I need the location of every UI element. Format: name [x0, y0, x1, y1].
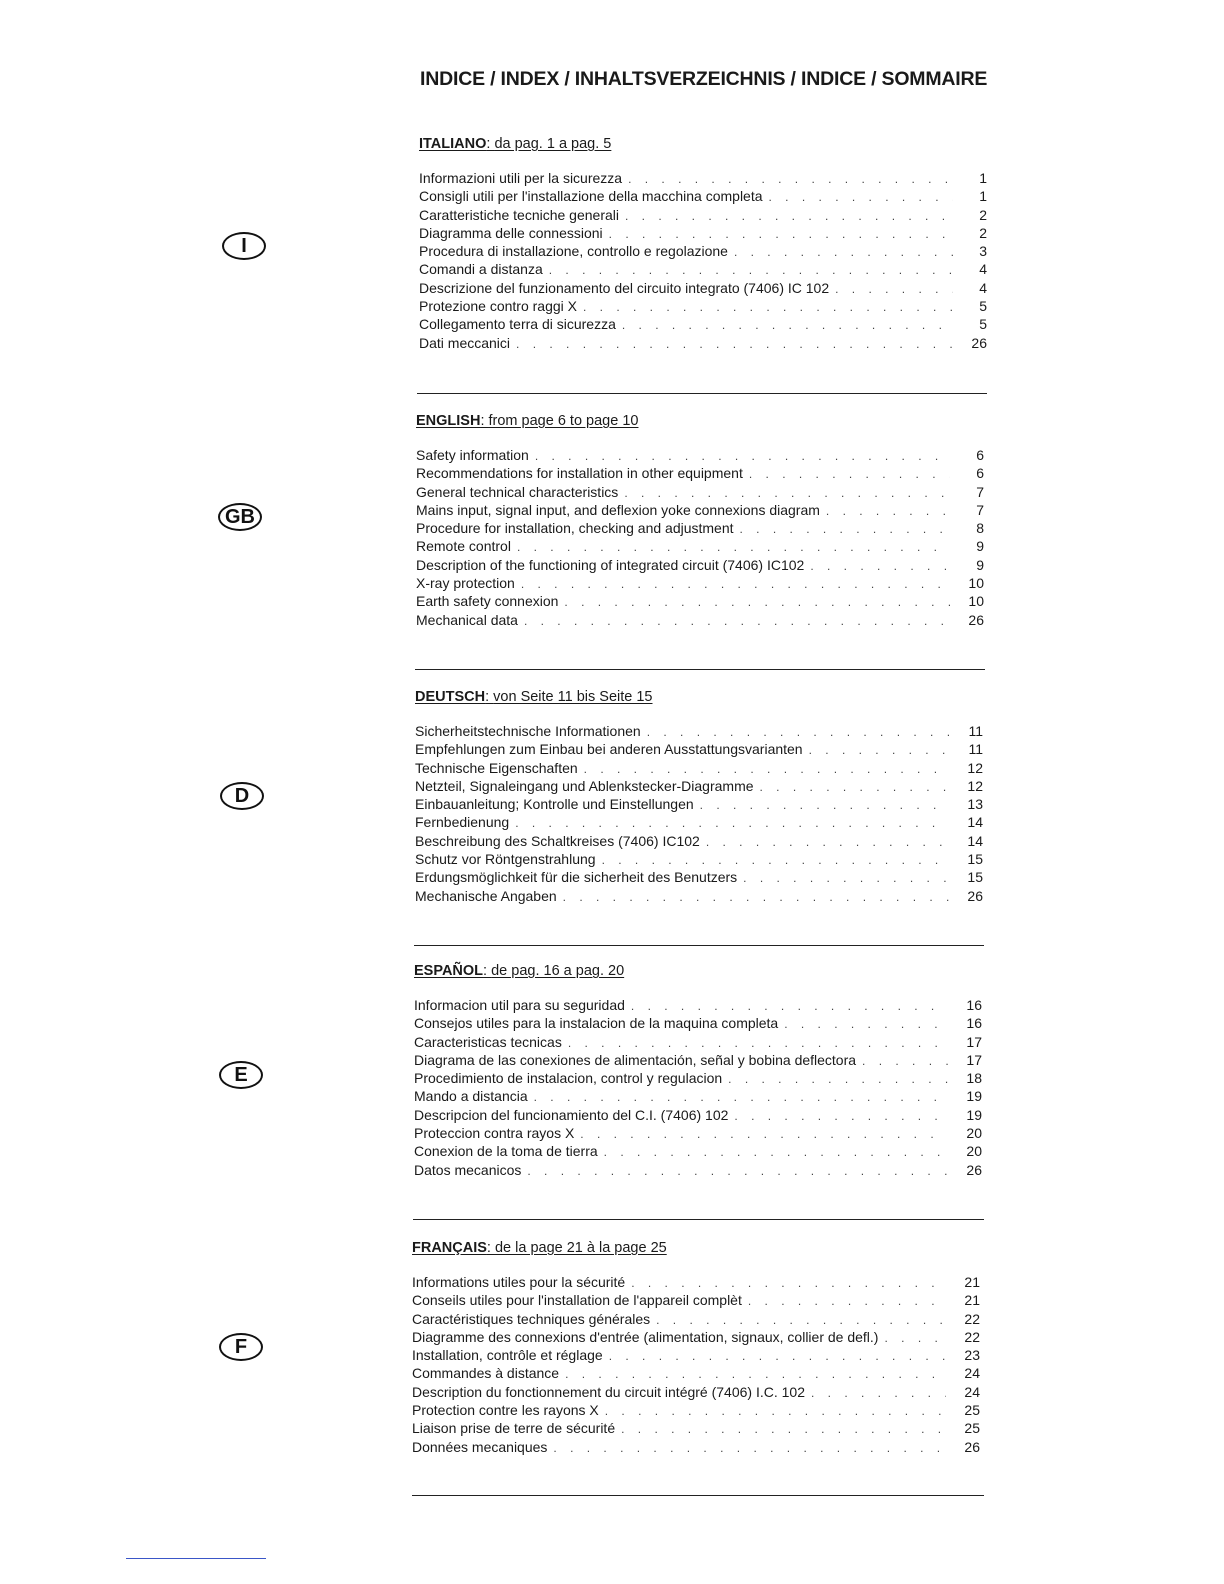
toc-entry-page: 18 [966, 1070, 982, 1087]
toc-entry[interactable] [419, 187, 987, 205]
toc-entry-page: 20 [966, 1143, 982, 1160]
toc-entry-page: 9 [976, 556, 984, 573]
toc-entry[interactable] [415, 813, 983, 831]
toc-entry-page: 20 [966, 1125, 982, 1142]
toc-entry[interactable] [419, 315, 987, 333]
toc-entry[interactable] [414, 1106, 982, 1124]
toc-entry-title: Datos mecanicos [414, 1161, 522, 1178]
toc-entry-page: 4 [979, 261, 987, 278]
toc-entry-page: 21 [964, 1274, 980, 1290]
toc-entry[interactable] [415, 740, 983, 758]
toc-entry-title: Earth safety connexion [416, 593, 559, 610]
toc-entry[interactable] [419, 334, 987, 352]
section-heading: ESPAÑOL: de pag. 16 a pag. 20 [414, 963, 625, 979]
toc-entry-page: 1 [979, 188, 987, 205]
toc-entry-page: 14 [967, 814, 983, 831]
toc-entry-page: 19 [966, 1106, 982, 1123]
toc-entry[interactable] [414, 1087, 982, 1105]
section-language: ESPAÑOL [414, 963, 484, 979]
toc-entry[interactable] [416, 592, 984, 610]
toc-entry-title: Safety information [416, 447, 529, 463]
toc-entry-title: Installation, contrôle et réglage [412, 1347, 603, 1364]
toc-entry-title: Procedure for installation, checking and adjustment [416, 520, 734, 537]
toc-entry[interactable] [415, 868, 983, 886]
section-heading: ITALIANO: da pag. 1 a pag. 5 [419, 136, 612, 152]
toc-entry-title: Caracteristicas tecnicas [414, 1033, 562, 1050]
toc-entry[interactable] [414, 1142, 982, 1160]
toc-entry[interactable] [419, 242, 987, 260]
toc-list [419, 169, 987, 352]
toc-entry-page: 5 [979, 316, 987, 333]
toc-entry[interactable] [412, 1328, 980, 1346]
toc-entry[interactable] [415, 887, 983, 905]
toc-entry-title: Mando a distancia [414, 1088, 528, 1105]
toc-entry[interactable] [412, 1346, 980, 1364]
toc-entry-page: 3 [979, 243, 987, 260]
toc-entry-title: Informazioni utili per la sicurezza [419, 170, 623, 186]
toc-entry-page: 4 [979, 279, 987, 296]
toc-entry[interactable] [412, 1401, 980, 1419]
page-title: INDICE / INDEX / INHALTSVERZEICHNIS / INDICE / SOMMAIRE [420, 68, 988, 90]
toc-entry-title: Einbauanleitung; Kontrolle und Einstellungen [415, 796, 694, 813]
toc-entry[interactable] [416, 574, 984, 592]
toc-entry-page: 16 [966, 1015, 982, 1032]
toc-entry-page: 6 [976, 465, 984, 482]
toc-entry-title: Procedimiento de instalacion, control y regulacion [414, 1070, 723, 1087]
toc-entry[interactable] [414, 1124, 982, 1142]
toc-entry-title: Informations utiles pour la sécurité [412, 1274, 626, 1290]
toc-entry[interactable] [415, 777, 983, 795]
toc-entry-title: Consigli utili per l'installazione della macchina completa [419, 188, 763, 205]
toc-entry-title: General technical characteristics [416, 483, 619, 500]
section-deutsch [415, 686, 983, 905]
toc-entry-title: Beschreibung des Schaltkreises (7406) IC102 [415, 832, 700, 849]
section-page-range: de pag. 16 a pag. 20 [491, 963, 625, 979]
section-divider [414, 945, 984, 946]
section-page-range: von Seite 11 bis Seite 15 [493, 689, 653, 705]
toc-entry-title: Schutz vor Röntgenstrahlung [415, 851, 596, 868]
toc-entry-page: 16 [966, 997, 982, 1013]
toc-entry-title: Données mecaniques [412, 1438, 548, 1455]
toc-entry-title: Descrizione del funzionamento del circuito integrato (7406) IC 102 [419, 279, 830, 296]
toc-entry-title: Diagrama de las conexiones de alimentación, señal y bobina deflectora [414, 1051, 857, 1068]
section-language: ENGLISH [416, 413, 481, 429]
section-divider [413, 1219, 984, 1220]
toc-entry-page: 8 [976, 520, 984, 537]
toc-entry-page: 15 [967, 851, 983, 868]
toc-entry-title: Liaison prise de terre de sécurité [412, 1420, 616, 1437]
toc-entry-page: 9 [976, 538, 984, 555]
toc-list [415, 722, 983, 905]
toc-entry-title: Description du fonctionnement du circuit intégré (7406) I.C. 102 [412, 1383, 805, 1400]
toc-entry-title: Collegamento terra di sicurezza [419, 316, 616, 333]
toc-entry[interactable] [414, 1033, 982, 1051]
toc-entry-page: 25 [964, 1402, 980, 1419]
toc-entry[interactable] [412, 1364, 980, 1382]
toc-entry-title: X-ray protection [416, 575, 515, 592]
toc-entry-title: Description of the functioning of integrated circuit (7406) IC102 [416, 556, 805, 573]
toc-list [412, 1273, 980, 1456]
toc-entry[interactable] [416, 537, 984, 555]
toc-entry-page: 14 [967, 832, 983, 849]
section-heading: DEUTSCH: von Seite 11 bis Seite 15 [415, 689, 653, 705]
language-badge-espanol: E [219, 1061, 263, 1089]
toc-entry[interactable] [419, 169, 987, 187]
toc-entry-page: 11 [968, 741, 983, 758]
toc-entry-page: 24 [964, 1383, 980, 1400]
toc-entry-page: 6 [976, 447, 984, 463]
toc-entry-page: 12 [967, 777, 983, 794]
toc-entry[interactable] [412, 1291, 980, 1309]
toc-entry-title: Technische Eigenschaften [415, 759, 578, 776]
toc-entry-title: Fernbedienung [415, 814, 510, 831]
language-badge-francais: F [219, 1333, 263, 1361]
toc-entry-title: Mechanical data [416, 611, 518, 628]
toc-entry-title: Sicherheitstechnische Informationen [415, 723, 641, 739]
toc-entry-title: Erdungsmöglichkeit für die sicherheit des Benutzers [415, 869, 738, 886]
toc-entry-page: 22 [964, 1310, 980, 1327]
toc-entry-title: Conexion de la toma de tierra [414, 1143, 598, 1160]
language-badge-english: GB [218, 503, 262, 531]
toc-entry-page: 26 [966, 1161, 982, 1178]
toc-entry[interactable] [415, 759, 983, 777]
toc-entry-page: 17 [966, 1033, 982, 1050]
section-divider [417, 393, 987, 394]
toc-entry[interactable] [416, 464, 984, 482]
section-espanol [414, 960, 982, 1179]
toc-entry[interactable] [419, 260, 987, 278]
toc-entry-page: 26 [967, 887, 983, 904]
toc-entry[interactable] [412, 1438, 980, 1456]
toc-entry[interactable] [415, 722, 983, 740]
toc-entry[interactable] [412, 1383, 980, 1401]
toc-entry-title: Diagramma delle connessioni [419, 224, 603, 241]
toc-entry-page: 26 [971, 334, 987, 351]
toc-entry-page: 23 [964, 1347, 980, 1364]
toc-list [416, 446, 984, 629]
toc-entry-page: 11 [968, 723, 983, 739]
language-badge-deutsch: D [220, 782, 264, 810]
toc-entry[interactable] [415, 850, 983, 868]
section-page-range: da pag. 1 a pag. 5 [494, 136, 612, 152]
toc-entry-title: Comandi a distanza [419, 261, 543, 278]
toc-entry[interactable] [412, 1310, 980, 1328]
toc-entry-title: Conseils utiles pour l'installation de l'appareil complèt [412, 1292, 742, 1309]
toc-entry-title: Proteccion contra rayos X [414, 1125, 575, 1142]
toc-entry-title: Protezione contro raggi X [419, 298, 577, 315]
toc-entry-page: 5 [979, 298, 987, 315]
toc-entry[interactable] [414, 1051, 982, 1069]
toc-entry[interactable] [412, 1419, 980, 1437]
language-badge-italiano: I [222, 232, 266, 260]
toc-entry-page: 7 [976, 483, 984, 500]
toc-entry-title: Empfehlungen zum Einbau bei anderen Ausstattungsvarianten [415, 741, 803, 758]
toc-entry[interactable] [416, 611, 984, 629]
toc-entry[interactable] [414, 1161, 982, 1179]
toc-entry-title: Commandes à distance [412, 1365, 560, 1382]
toc-entry-title: Remote control [416, 538, 511, 555]
toc-entry-page: 10 [968, 575, 984, 592]
toc-entry-page: 25 [964, 1420, 980, 1437]
toc-entry-page: 2 [979, 224, 987, 241]
toc-entry-title: Caractéristiques techniques générales [412, 1310, 651, 1327]
toc-entry[interactable] [416, 446, 984, 464]
toc-entry-title: Netzteil, Signaleingang und Ablenkstecker-Diagramme [415, 777, 754, 794]
section-italiano [419, 133, 987, 352]
section-heading: ENGLISH: from page 6 to page 10 [416, 413, 639, 429]
toc-list [414, 996, 982, 1179]
toc-entry-page: 26 [968, 611, 984, 628]
toc-entry[interactable] [415, 832, 983, 850]
toc-entry-title: Descripcion del funcionamiento del C.I. (7406) 102 [414, 1106, 729, 1123]
section-francais [412, 1237, 980, 1456]
footnote-rule [126, 1558, 266, 1559]
toc-entry[interactable] [416, 519, 984, 537]
section-divider [415, 669, 985, 670]
toc-entry-page: 13 [967, 796, 983, 813]
toc-entry-title: Informacion util para su seguridad [414, 997, 625, 1013]
section-page-range: from page 6 to page 10 [488, 413, 639, 429]
toc-entry[interactable] [414, 996, 982, 1014]
toc-entry[interactable] [412, 1273, 980, 1291]
toc-entry-page: 22 [964, 1328, 980, 1345]
toc-entry[interactable] [414, 1069, 982, 1087]
toc-entry-page: 10 [968, 593, 984, 610]
toc-entry[interactable] [416, 501, 984, 519]
section-english [416, 410, 984, 629]
section-heading: FRANÇAIS: de la page 21 à la page 25 [412, 1240, 667, 1256]
toc-entry-title: Caratteristiche tecniche generali [419, 206, 619, 223]
toc-entry[interactable] [415, 795, 983, 813]
toc-entry-page: 12 [967, 759, 983, 776]
toc-entry-title: Consejos utiles para la instalacion de la maquina completa [414, 1015, 779, 1032]
toc-entry[interactable] [419, 206, 987, 224]
toc-entry[interactable] [419, 297, 987, 315]
toc-entry-title: Recommendations for installation in other equipment [416, 465, 743, 482]
toc-entry-page: 21 [964, 1292, 980, 1309]
toc-entry-page: 24 [964, 1365, 980, 1382]
toc-entry-page: 7 [976, 501, 984, 518]
toc-entry-title: Diagramme des connexions d'entrée (alimentation, signaux, collier de defl.) [412, 1328, 879, 1345]
section-language: FRANÇAIS [412, 1240, 487, 1256]
toc-entry-page: 17 [966, 1051, 982, 1068]
toc-entry-page: 15 [967, 869, 983, 886]
section-divider [412, 1495, 984, 1496]
toc-entry[interactable] [416, 483, 984, 501]
toc-entry-title: Mechanische Angaben [415, 887, 557, 904]
toc-entry-title: Procedura di installazione, controllo e regolazione [419, 243, 728, 260]
section-page-range: de la page 21 à la page 25 [494, 1240, 667, 1256]
toc-entry-title: Mains input, signal input, and deflexion yoke connexions diagram [416, 501, 820, 518]
toc-entry-title: Protection contre les rayons X [412, 1402, 599, 1419]
toc-entry-page: 2 [979, 206, 987, 223]
toc-entry[interactable] [416, 556, 984, 574]
toc-entry[interactable] [414, 1014, 982, 1032]
section-language: ITALIANO [419, 136, 487, 152]
section-language: DEUTSCH [415, 689, 486, 705]
toc-entry[interactable] [419, 224, 987, 242]
toc-entry-page: 1 [979, 170, 987, 186]
toc-entry[interactable] [419, 279, 987, 297]
toc-entry-page: 19 [966, 1088, 982, 1105]
toc-entry-page: 26 [964, 1438, 980, 1455]
toc-entry-title: Dati meccanici [419, 334, 511, 351]
